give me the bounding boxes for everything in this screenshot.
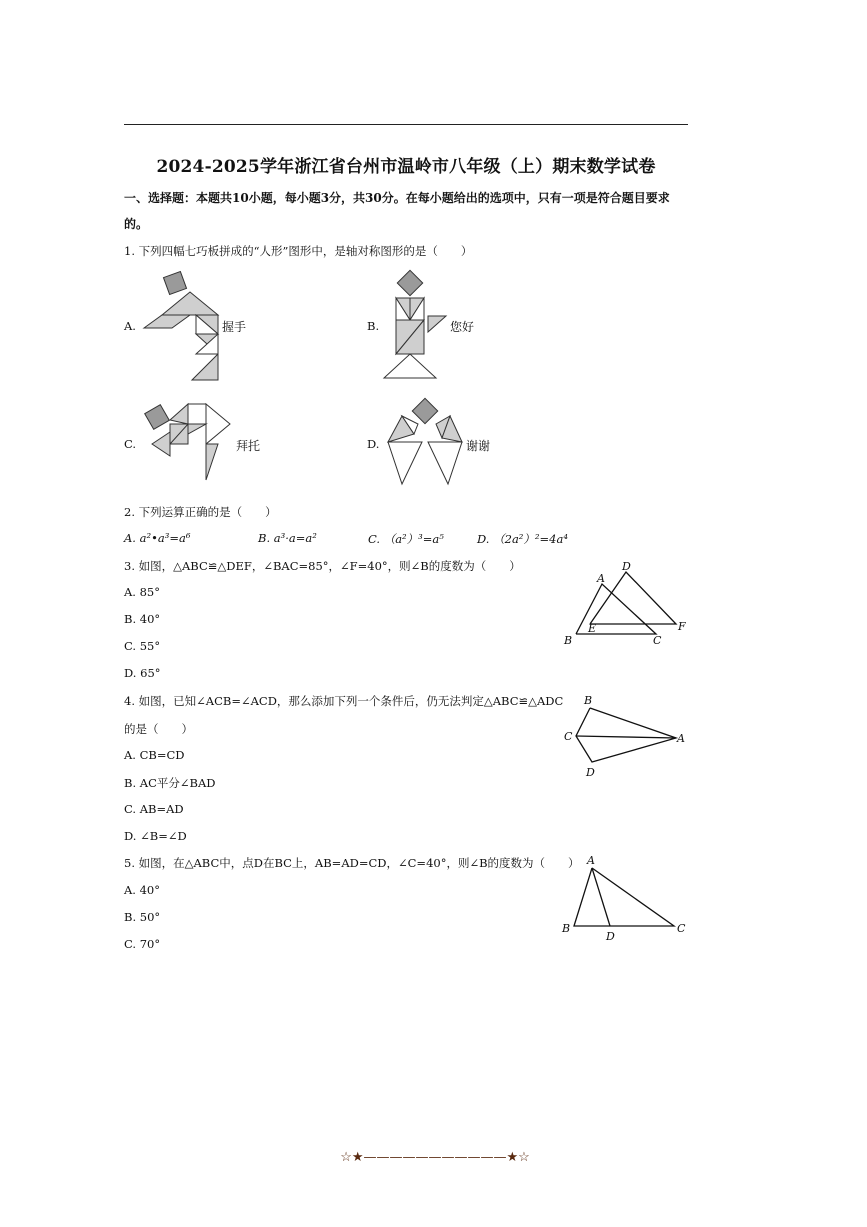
q2-option-a: A. a²•a³=a⁶	[124, 531, 191, 545]
q1-stem: 1. 下列四幅七巧板拼成的“人形”图形中，是轴对称图形的是（ ）	[124, 244, 473, 258]
q3-option-d: D. 65°	[124, 666, 161, 680]
q4-label-a: A	[677, 732, 685, 745]
q5-option-b: B. 50°	[124, 910, 161, 924]
q3-option-c: C. 55°	[124, 639, 161, 653]
q1-option-b-caption: 您好	[450, 320, 475, 334]
q1-option-c-letter: C.	[124, 437, 137, 451]
q1-option-a-caption: 握手	[222, 320, 247, 334]
q5-label-c: C	[677, 922, 686, 935]
q3-option-b: B. 40°	[124, 612, 161, 626]
q1-option-d-caption: 谢谢	[466, 439, 491, 453]
q5-stem: 5. 如图，在△ABC中，点D在BC上，AB=AD=CD，∠C=40°，则∠B的度数为（ ）	[124, 856, 580, 870]
q5-triangle-diagram	[560, 852, 692, 942]
tangram-please-figure	[140, 400, 236, 484]
q4-stem-line1: 4. 如图，已知∠ACB=∠ACD，那么添加下列一个条件后，仍无法判定△ABC≌△ADC	[124, 694, 564, 708]
q5-option-a: A. 40°	[124, 883, 160, 897]
q1-option-b-letter: B.	[367, 319, 380, 333]
q2-option-c: C. （a²）³=a⁵	[368, 532, 444, 546]
q1-option-c-caption: 拜托	[236, 439, 261, 453]
tangram-thanks-figure	[384, 398, 466, 488]
q3-stem: 3. 如图，△ABC≌△DEF，∠BAC=85°，∠F=40°，则∠B的度数为（ ）	[124, 559, 521, 573]
q1-option-a-letter: A.	[124, 319, 136, 333]
q3-label-d: D	[622, 560, 631, 573]
q3-label-f: F	[678, 620, 686, 633]
q4-option-a: A. CB=CD	[124, 748, 185, 762]
q3-congruent-triangles-diagram	[560, 556, 692, 650]
q2-stem: 2. 下列运算正确的是（ ）	[124, 505, 277, 519]
q4-kite-diagram	[560, 692, 690, 782]
header-rule	[124, 124, 688, 125]
q4-stem-line2: 的是（ ）	[124, 722, 193, 736]
q2-option-b: B. a³·a=a²	[258, 531, 317, 545]
tangram-handshake-figure	[140, 270, 222, 382]
tangram-hello-figure	[382, 268, 450, 382]
q4-option-c: C. AB=AD	[124, 802, 184, 816]
q5-label-d: D	[606, 930, 615, 943]
q3-label-e: E	[588, 622, 597, 635]
section-heading-line1: 一、选择题：本题共10小题，每小题3分，共30分。在每小题给出的选项中，只有一项是符合题目要求	[124, 191, 670, 205]
q4-label-b: B	[584, 694, 593, 707]
q3-label-c: C	[653, 634, 662, 647]
q3-label-b: B	[564, 634, 573, 647]
q4-label-d: D	[586, 766, 595, 779]
q3-option-a: A. 85°	[124, 585, 160, 599]
section-heading-line2: 的。	[124, 217, 149, 231]
q5-option-c: C. 70°	[124, 937, 161, 951]
q4-option-b: B. AC平分∠BAD	[124, 776, 216, 790]
q4-option-d: D. ∠B=∠D	[124, 829, 187, 843]
q2-option-d: D. （2a²）²=4a⁴	[477, 532, 568, 546]
page-footer-ornament: ☆★———————————★☆	[340, 1150, 530, 1165]
q5-label-b: B	[562, 922, 571, 935]
page-title: 2024-2025学年浙江省台州市温岭市八年级（上）期末数学试卷	[156, 157, 656, 177]
q5-label-a: A	[587, 854, 595, 867]
q4-label-c: C	[564, 730, 573, 743]
q1-option-d-letter: D.	[367, 437, 380, 451]
q3-label-a: A	[597, 572, 605, 585]
